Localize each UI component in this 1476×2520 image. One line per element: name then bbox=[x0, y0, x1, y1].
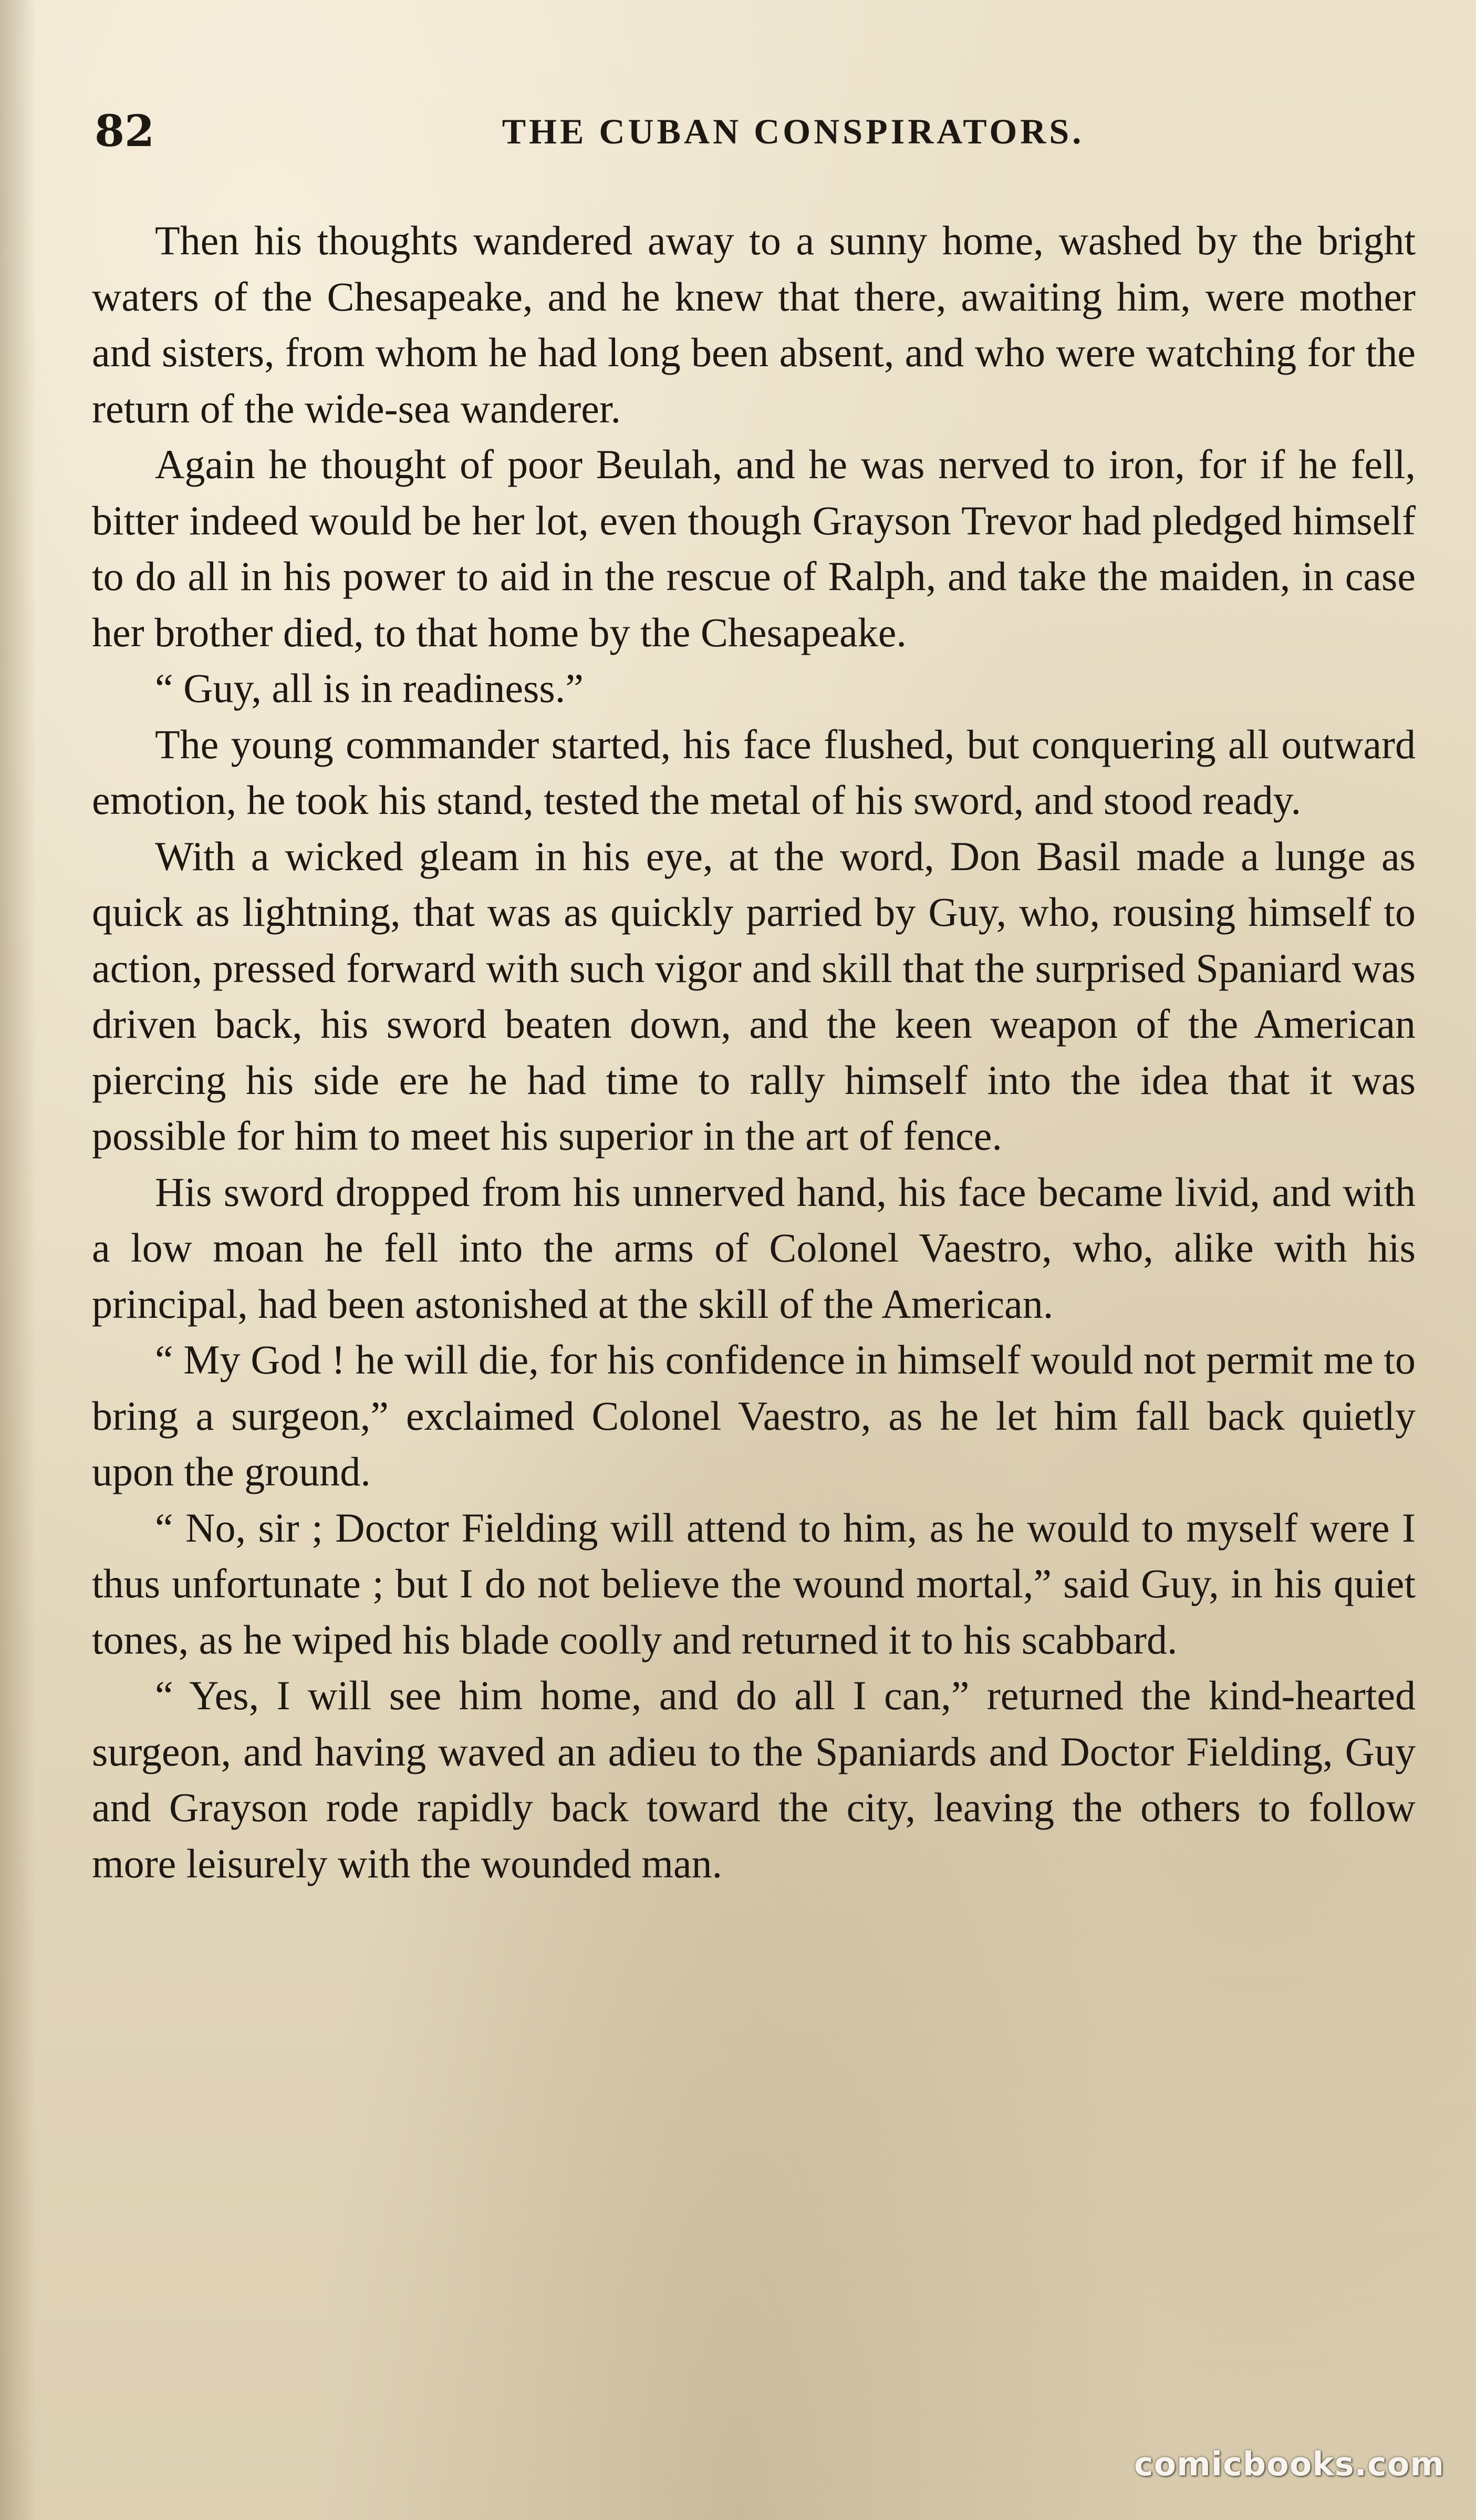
paragraph: “ No, sir ; Doctor Fielding will attend to him, as he would to myself were I thus unfortunate ; but I do not believe the wound mortal,” said Guy, in his quiet tones, as he wiped his blade coolly and returned it to his scabbard. bbox=[92, 1504, 1416, 1662]
page-edge-shadow bbox=[0, 0, 37, 2520]
paragraph: “ Guy, all is in readiness.” bbox=[155, 665, 584, 711]
paragraph: His sword dropped from his unnerved hand, his face became livid, and with a low moan he fell into the arms of Colonel Vaestro, who, alike with his principal, had been astonished at the skill of the American. bbox=[92, 1169, 1416, 1327]
paragraph: Then his thoughts wandered away to a sunny home, washed by the bright waters of the Chesapeake, and he knew that there, awaiting him, were mother and sisters, from whom he had long been absent, and who were watching for the return of the wide-sea wanderer. bbox=[92, 218, 1416, 431]
paragraph: The young commander started, his face flushed, but conquering all outward emotion, he took his stand, tested the metal of his sword, and stood ready. bbox=[92, 721, 1416, 823]
site-watermark: comicbooks.com bbox=[1134, 2445, 1444, 2483]
paragraph: “ Yes, I will see him home, and do all I can,” returned the kind-hearted surgeon, and having waved an adieu to the Spaniards and Doctor Fielding, Guy and Grayson rode rapidly back toward the city, leaving the others to follow more leisurely with the wounded man. bbox=[92, 1672, 1416, 1886]
running-head: THE CUBAN CONSPIRATORS. bbox=[502, 111, 1085, 151]
body-text bbox=[92, 213, 1416, 1892]
page-number: 82 bbox=[95, 106, 155, 157]
paragraph: “ My God ! he will die, for his confidence in himself would not permit me to bring a surgeon,” exclaimed Colonel Vaestro, as he let him fall back quietly upon the ground. bbox=[92, 1337, 1416, 1494]
paragraph: Again he thought of poor Beulah, and he was nerved to iron, for if he fell, bitter indeed would be her lot, even though Grayson Trevor had pledged himself to do all in his power to aid in the rescue of Ralph, and take the maiden, in case her brother died, to that home by the Chesapeake. bbox=[92, 441, 1416, 655]
paragraph: With a wicked gleam in his eye, at the word, Don Basil made a lunge as quick as lightning, that was as quickly parried by Guy, who, rousing himself to action, pressed forward with such vigor and skill that the surprised Spaniard was driven back, his sword beaten down, and the keen weapon of the American piercing his side ere he had time to rally himself into the idea that it was possible for him to meet his superior in the art of fence. bbox=[92, 833, 1416, 1159]
page-header bbox=[95, 100, 1413, 163]
